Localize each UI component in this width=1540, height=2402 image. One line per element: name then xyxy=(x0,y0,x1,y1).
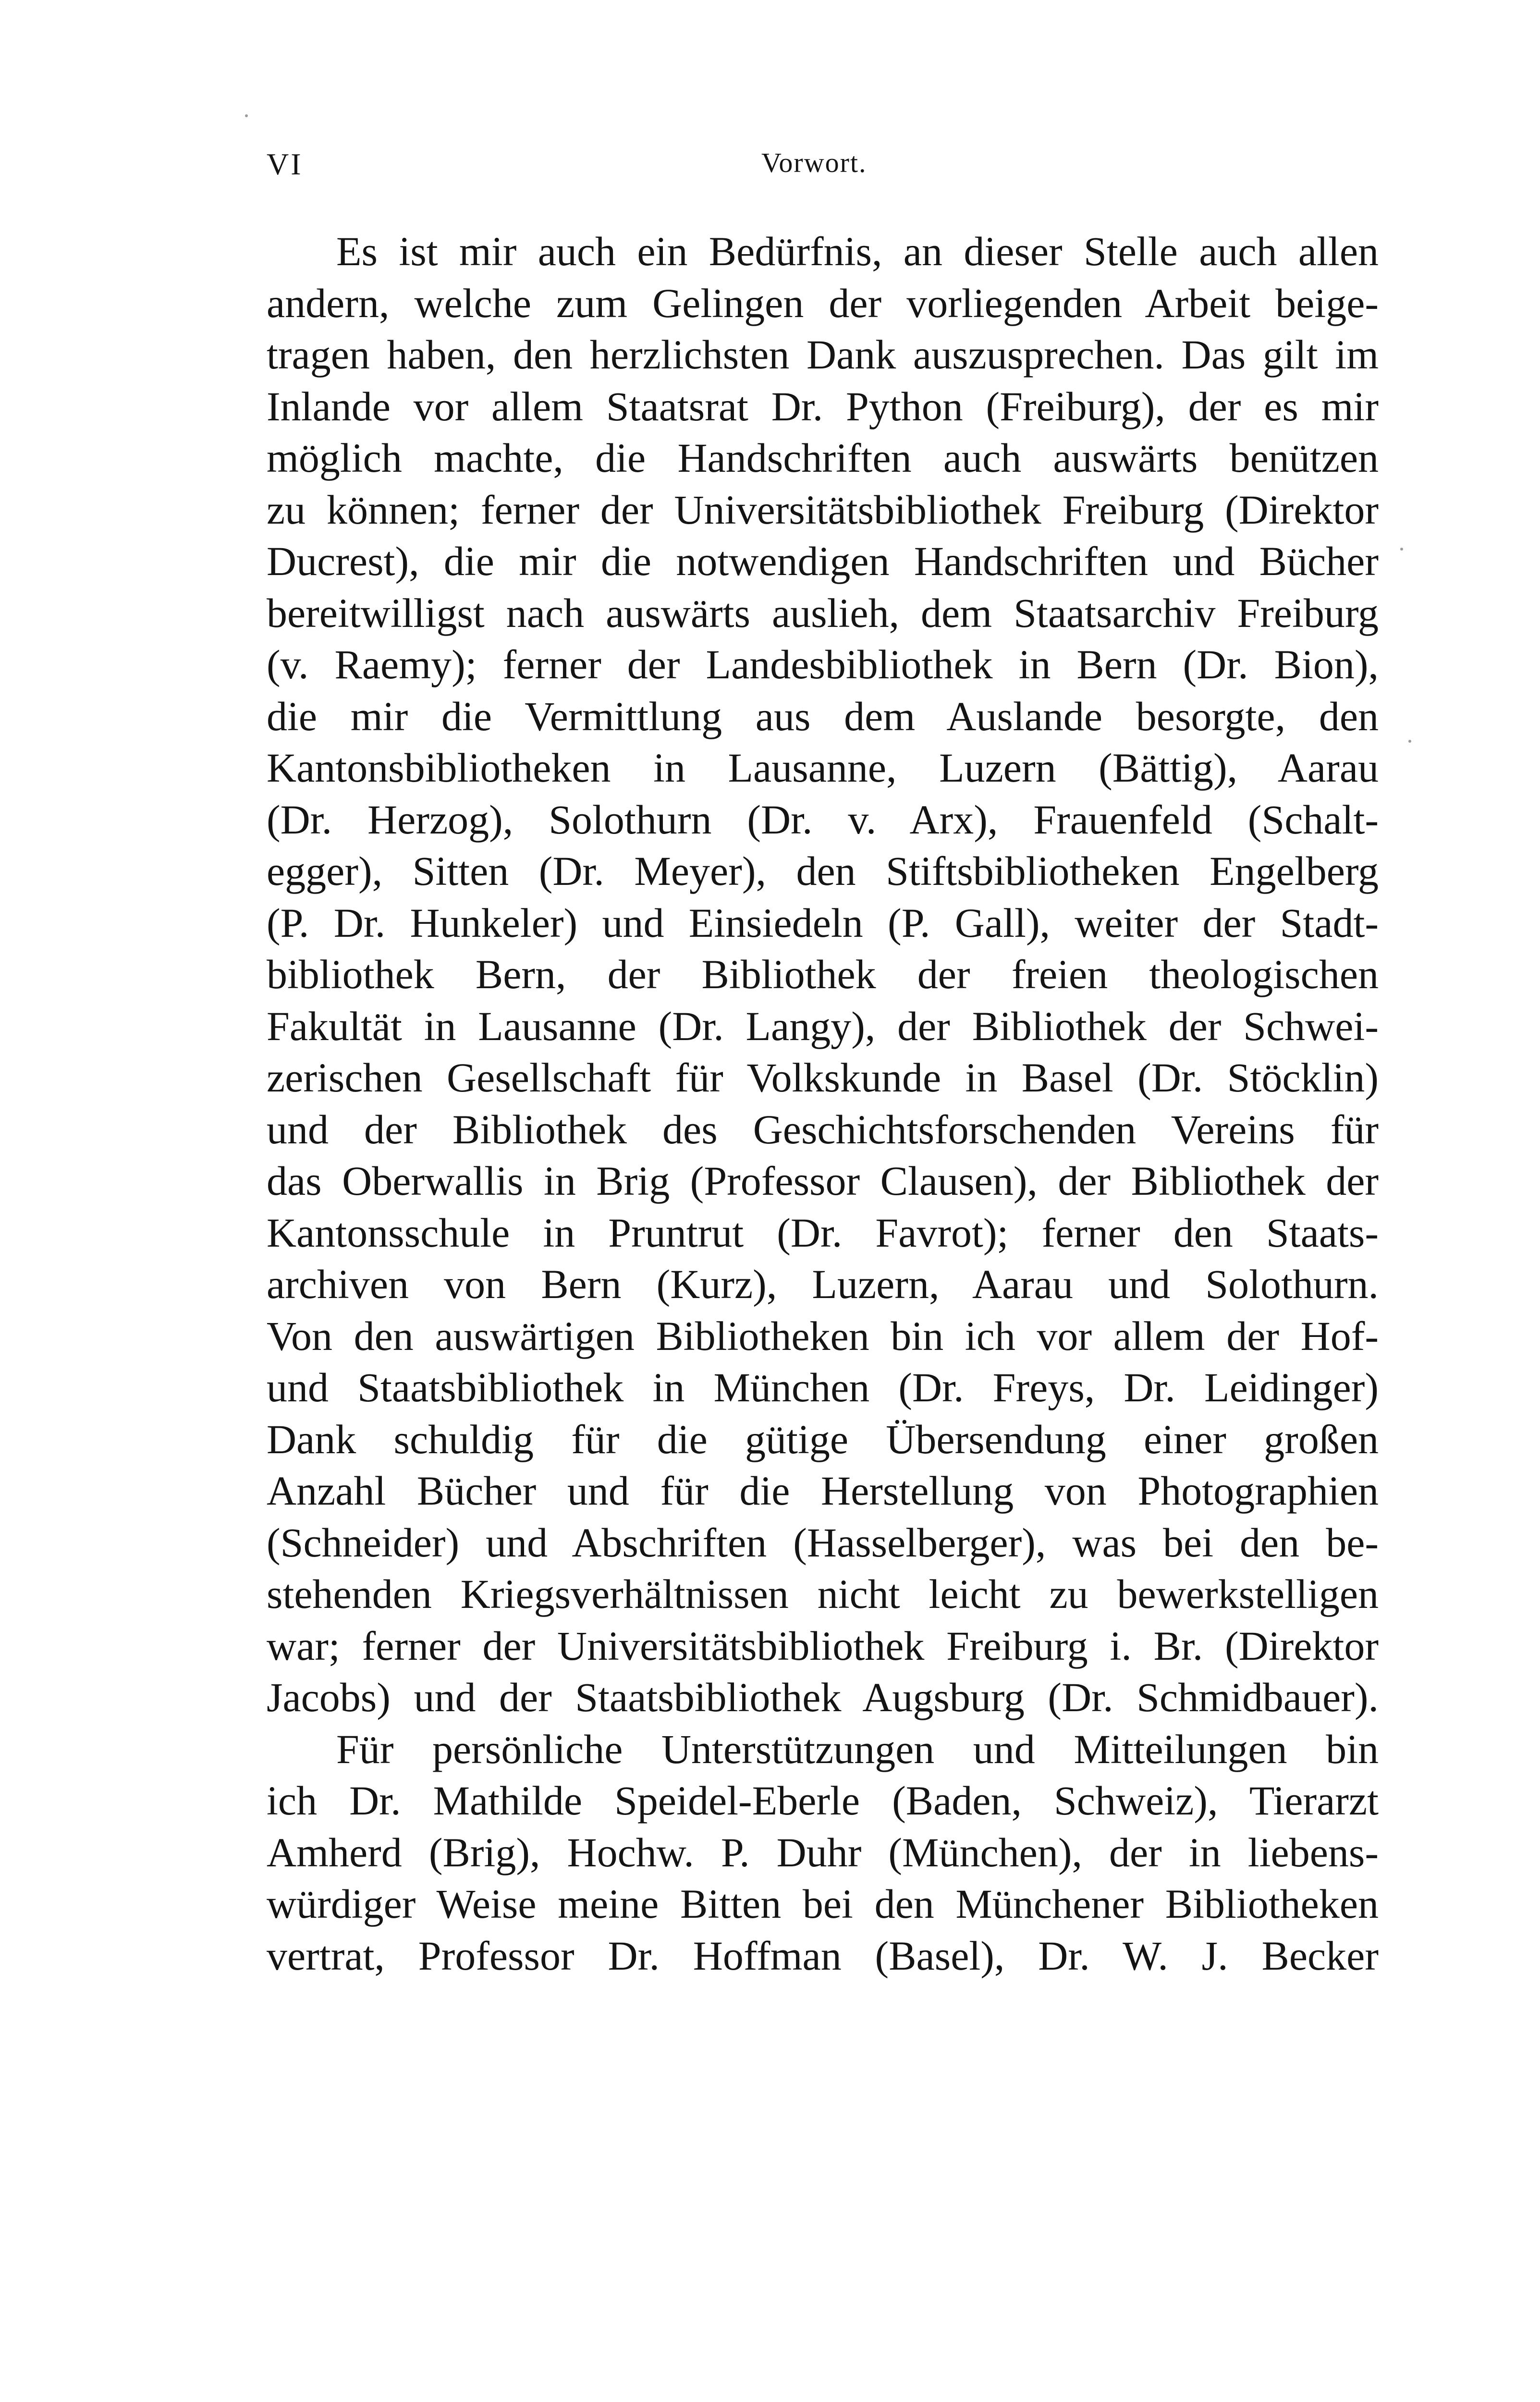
text-line: (P. Dr. Hunkeler) und Einsiedeln (P. Gall), weiter der Stadt- xyxy=(267,899,1379,946)
text-line: Inlande vor allem Staatsrat Dr. Python (Freiburg), der es mir xyxy=(267,383,1379,429)
text-line: (v. Raemy); ferner der Landesbibliothek in Bern (Dr. Bion), xyxy=(267,641,1379,687)
text-line: (Dr. Herzog), Solothurn (Dr. v. Arx), Frauenfeld (Schalt- xyxy=(267,796,1379,843)
running-title: Vorwort. xyxy=(761,147,867,178)
text-line: Für persönliche Unterstützungen und Mitteilungen bin xyxy=(336,1726,1379,1772)
text-line: tragen haben, den herzlichsten Dank auszusprechen. Das gilt im xyxy=(267,331,1379,378)
text-line: Anzahl Bücher und für die Herstellung von Photographien xyxy=(267,1468,1379,1514)
running-head xyxy=(267,147,1379,190)
text-line: zu können; ferner der Universitätsbibliothek Freiburg (Direktor xyxy=(267,486,1379,533)
text-line: Kantonsschule in Pruntrut (Dr. Favrot); ferner den Staats- xyxy=(267,1209,1379,1256)
text-line: (Schneider) und Abschriften (Hasselberger), was bei den be- xyxy=(267,1519,1379,1566)
text-line: Ducrest), die mir die notwendigen Handschriften und Bücher xyxy=(267,538,1379,584)
paper-speck xyxy=(1408,740,1411,743)
text-line: andern, welche zum Gelingen der vorliegenden Arbeit beige- xyxy=(267,280,1379,326)
text-line: egger), Sitten (Dr. Meyer), den Stiftsbibliotheken Engelberg xyxy=(267,848,1379,894)
text-line: bibliothek Bern, der Bibliothek der freien theologischen xyxy=(267,951,1379,997)
text-line: vertrat, Professor Dr. Hoffman (Basel), Dr. W. J. Becker xyxy=(267,1932,1379,1979)
paper-speck xyxy=(1400,548,1403,551)
text-line: ich Dr. Mathilde Speidel-Eberle (Baden, Schweiz), Tierarzt xyxy=(267,1777,1379,1824)
text-line: archiven von Bern (Kurz), Luzern, Aarau und Solothurn. xyxy=(267,1261,1379,1307)
text-line: Es ist mir auch ein Bedürfnis, an dieser Stelle auch allen xyxy=(336,228,1379,274)
text-line: Von den auswärtigen Bibliotheken bin ich vor allem der Hof- xyxy=(267,1312,1379,1359)
text-line: zerischen Gesellschaft für Volkskunde in Basel (Dr. Stöcklin) xyxy=(267,1054,1379,1101)
paper-speck xyxy=(245,114,248,117)
text-line: die mir die Vermittlung aus dem Auslande besorgte, den xyxy=(267,693,1379,739)
text-line: möglich machte, die Handschriften auch auswärts benützen xyxy=(267,435,1379,481)
text-line: Amherd (Brig), Hochw. P. Duhr (München), der in liebens- xyxy=(267,1829,1379,1875)
text-line: Dank schuldig für die gütige Übersendung einer großen xyxy=(267,1416,1379,1462)
body-text xyxy=(267,226,1379,1982)
text-line: Kantonsbibliotheken in Lausanne, Luzern (Bättig), Aarau xyxy=(267,745,1379,791)
text-line: Fakultät in Lausanne (Dr. Langy), der Bibliothek der Schwei- xyxy=(267,1003,1379,1049)
text-line: und der Bibliothek des Geschichtsforschenden Vereins für xyxy=(267,1106,1379,1152)
text-line: das Oberwallis in Brig (Professor Clausen), der Bibliothek der xyxy=(267,1158,1379,1204)
text-line: stehenden Kriegsverhältnissen nicht leicht zu bewerkstelligen xyxy=(267,1571,1379,1617)
text-line: würdiger Weise meine Bitten bei den Münchener Bibliotheken xyxy=(267,1881,1379,1927)
text-line: bereitwilligst nach auswärts auslieh, dem Staatsarchiv Freiburg xyxy=(267,589,1379,636)
text-line: war; ferner der Universitätsbibliothek Freiburg i. Br. (Direktor xyxy=(267,1622,1379,1669)
text-line: und Staatsbibliothek in München (Dr. Freys, Dr. Leidinger) xyxy=(267,1364,1379,1410)
page-number: VI xyxy=(267,147,303,181)
text-line: Jacobs) und der Staatsbibliothek Augsburg (Dr. Schmidbauer). xyxy=(267,1674,1379,1720)
